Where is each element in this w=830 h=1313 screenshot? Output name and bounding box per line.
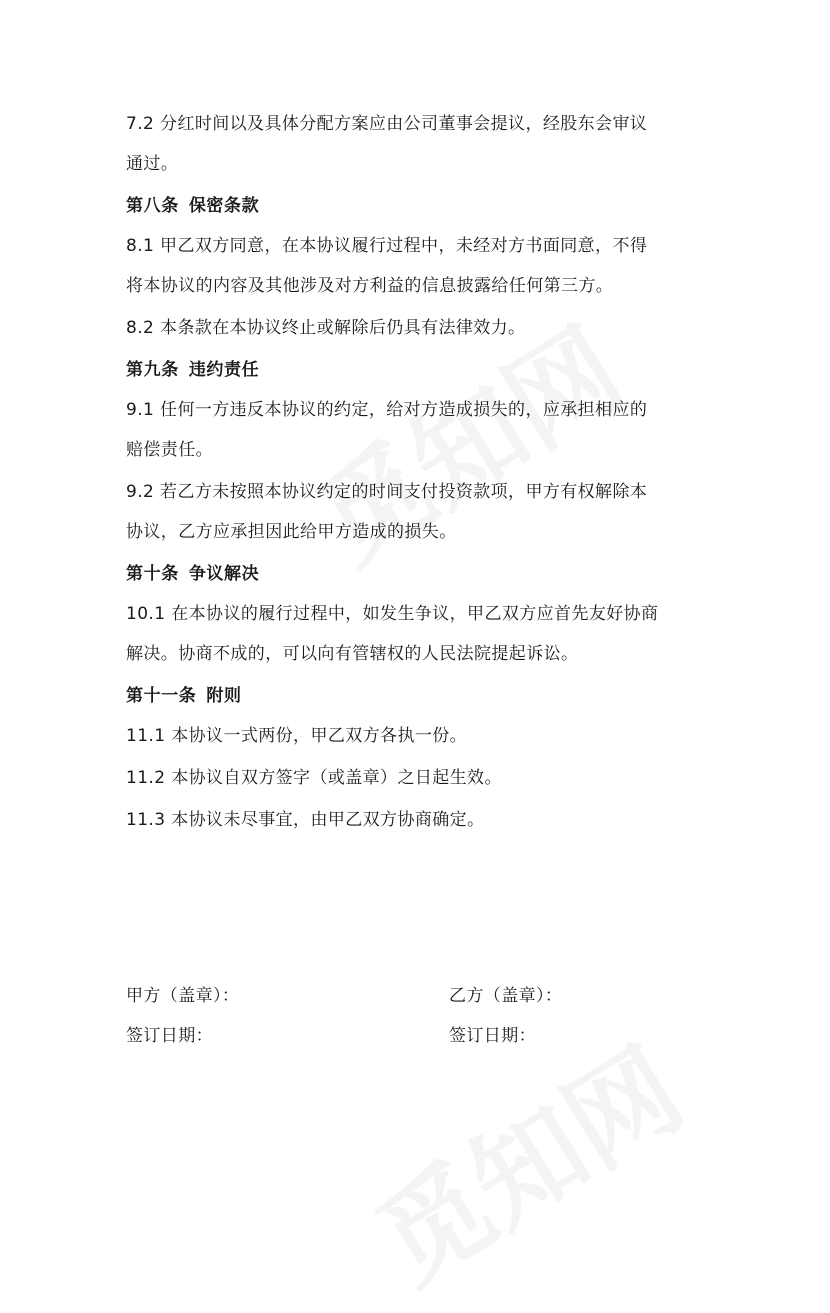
section-heading (126, 676, 712, 716)
clause-line: 11.1 本协议一式两份，甲乙双方各执一份。 (126, 726, 468, 746)
clause-paragraph (126, 800, 712, 840)
section-heading (126, 350, 712, 390)
party-a-seal-label: 甲方（盖章）： (126, 986, 240, 1006)
clause-paragraph (126, 594, 712, 674)
clause-paragraph (126, 226, 712, 306)
section-number: 第十一条 (126, 686, 197, 706)
clause-paragraph (126, 758, 712, 798)
section-heading (126, 186, 712, 226)
section-number: 第八条 (126, 196, 179, 216)
section-title: 违约责任 (188, 360, 260, 380)
section-number: 第九条 (126, 360, 179, 380)
clause-line: 7.2 分红时间以及具体分配方案应由公司董事会提议，经股东会审议 (126, 114, 648, 134)
party-b-date-label: 签订日期： (449, 1026, 536, 1046)
signature-seal-row (126, 976, 712, 1016)
section-title: 附则 (206, 686, 242, 706)
signature-date-row (126, 1016, 712, 1056)
clause-line: 11.3 本协议未尽事宜，由甲乙双方协商确定。 (126, 810, 485, 830)
clause-line: 解决。协商不成的，可以向有管辖权的人民法院提起诉讼。 (126, 644, 579, 664)
clause-paragraph (126, 308, 712, 348)
section-heading (126, 554, 712, 594)
section-title: 保密条款 (188, 196, 260, 216)
clause-paragraph (126, 472, 712, 552)
clause-line: 通过。 (126, 154, 179, 174)
clause-line: 9.2 若乙方未按照本协议约定的时间支付投资款项，甲方有权解除本 (126, 482, 648, 502)
clause-line: 9.1 任何一方违反本协议的约定，给对方造成损失的，应承担相应的 (126, 400, 648, 420)
clause-paragraph (126, 104, 712, 184)
clause-line: 10.1 在本协议的履行过程中，如发生争议，甲乙双方应首先友好协商 (126, 604, 659, 624)
clause-line: 将本协议的内容及其他涉及对方利益的信息披露给任何第三方。 (126, 276, 614, 296)
clause-paragraph (126, 390, 712, 470)
section-title: 争议解决 (188, 564, 260, 584)
clause-line: 8.2 本条款在本协议终止或解除后仍具有法律效力。 (126, 318, 526, 338)
clause-line: 11.2 本协议自双方签字（或盖章）之日起生效。 (126, 768, 502, 788)
party-a-date-label: 签订日期： (126, 1026, 213, 1046)
party-b-seal-label: 乙方（盖章）： (449, 986, 563, 1006)
agreement-body (126, 104, 712, 842)
clause-paragraph (126, 716, 712, 756)
clause-line: 协议，乙方应承担因此给甲方造成的损失。 (126, 522, 457, 542)
section-number: 第十条 (126, 564, 179, 584)
signature-block (126, 976, 712, 1056)
clause-line: 赔偿责任。 (126, 440, 213, 460)
clause-line: 8.1 甲乙双方同意，在本协议履行过程中，未经对方书面同意，不得 (126, 236, 648, 256)
